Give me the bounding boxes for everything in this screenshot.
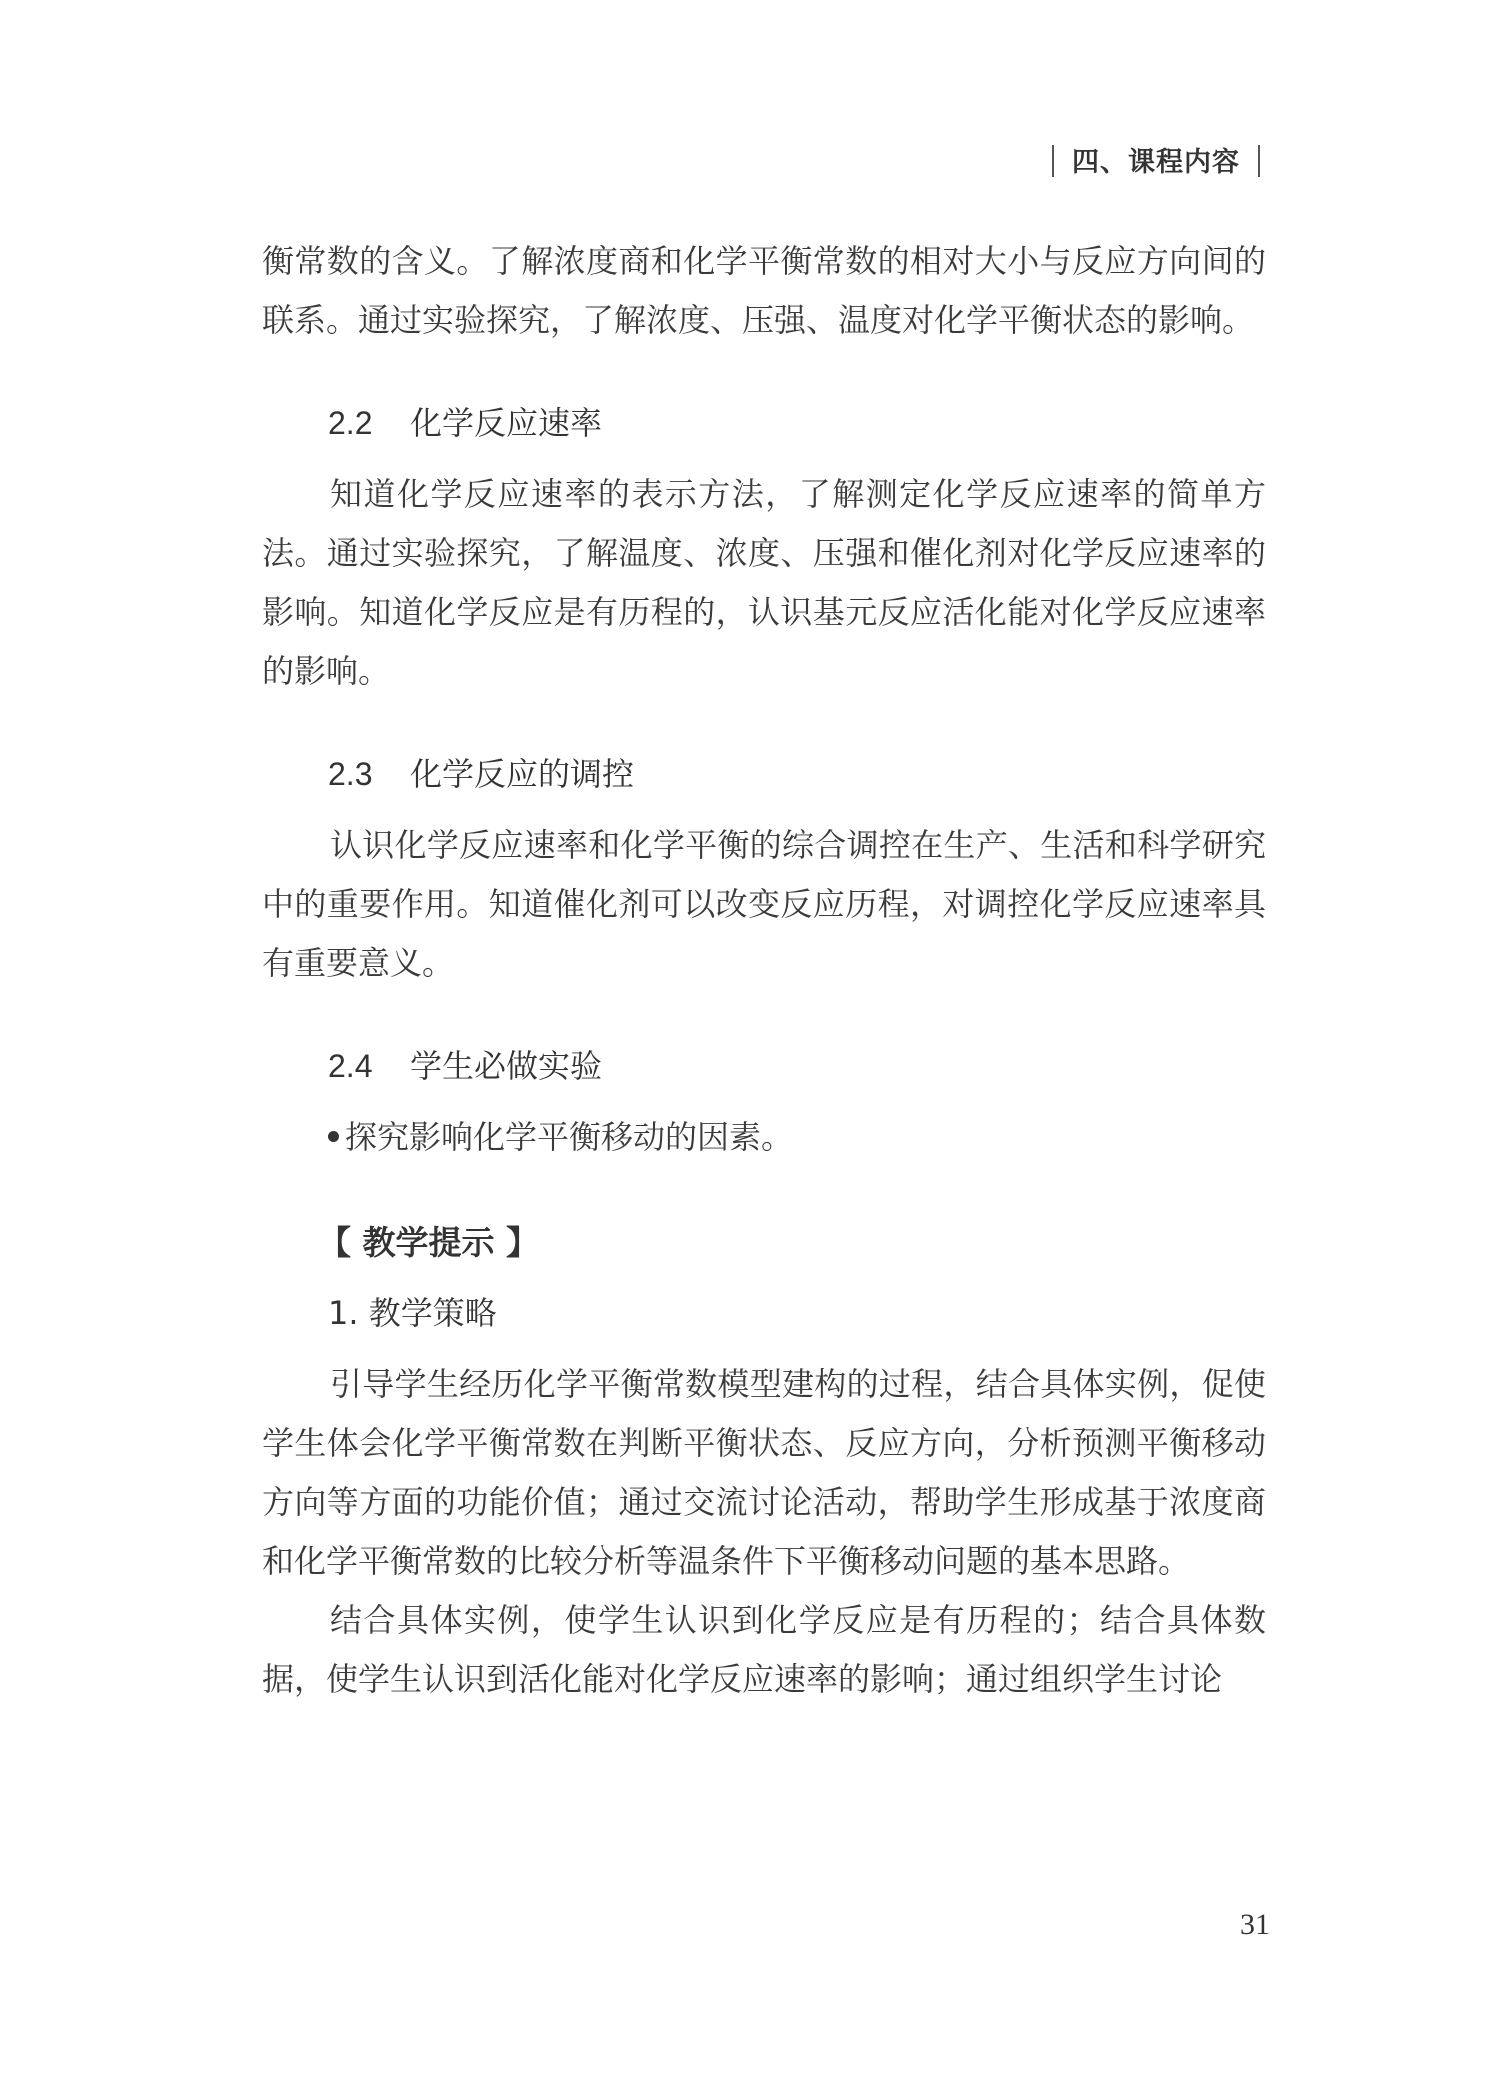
section-title: 化学反应速率 <box>410 404 603 442</box>
section-number: 2.4 <box>328 1048 373 1084</box>
section-heading-2-2 <box>262 394 1266 453</box>
teaching-tips-title: 【 教学提示 】 <box>318 1223 539 1262</box>
section-title: 学生必做实验 <box>410 1047 603 1085</box>
section-number: 2.2 <box>328 405 373 441</box>
section-number: 2.3 <box>328 756 373 792</box>
page-number: 31 <box>1240 1908 1270 1941</box>
main-content <box>262 232 1266 1709</box>
section-body-2-3: 认识化学反应速率和化学平衡的综合调控在生产、生活和科学研究中的重要作用。知道催化剂可以改变反应历程，对调控化学反应速率具有重要意义。 <box>262 826 1266 982</box>
header-left-bar <box>1052 145 1054 177</box>
header-right-bar <box>1258 145 1260 177</box>
teaching-paragraph-2: 结合具体实例，使学生认识到化学反应是有历程的；结合具体数据，使学生认识到活化能对化学反应速率的影响；通过组织学生讨论 <box>262 1601 1266 1698</box>
section-body-2-2: 知道化学反应速率的表示方法，了解测定化学反应速率的简单方法。通过实验探究，了解温度、浓度、压强和催化剂对化学反应速率的影响。知道化学反应是有历程的，认识基元反应活化能对化学反应速率的影响。 <box>262 475 1266 690</box>
section-heading-2-3 <box>262 745 1266 804</box>
teaching-strategy-title: 1. 教学策略 <box>328 1294 497 1332</box>
intro-paragraph: 衡常数的含义。了解浓度商和化学平衡常数的相对大小与反应方向间的联系。通过实验探究，了解浓度、压强、温度对化学平衡状态的影响。 <box>262 242 1266 339</box>
chapter-title: 四、课程内容 <box>1072 147 1240 178</box>
running-header <box>1034 140 1278 179</box>
bullet-text: 探究影响化学平衡移动的因素。 <box>345 1118 794 1156</box>
section-heading-2-4 <box>262 1037 1266 1096</box>
bullet-dot-icon <box>328 1131 339 1142</box>
section-title: 化学反应的调控 <box>410 755 635 793</box>
bullet-item <box>262 1108 1266 1167</box>
teaching-paragraph-1: 引导学生经历化学平衡常数模型建构的过程，结合具体实例，促使学生体会化学平衡常数在判断平衡状态、反应方向，分析预测平衡移动方向等方面的功能价值；通过交流讨论活动，帮助学生形成基于浓度商和化学平衡常数的比较分析等温条件下平衡移动问题的基本思路。 <box>262 1365 1266 1580</box>
